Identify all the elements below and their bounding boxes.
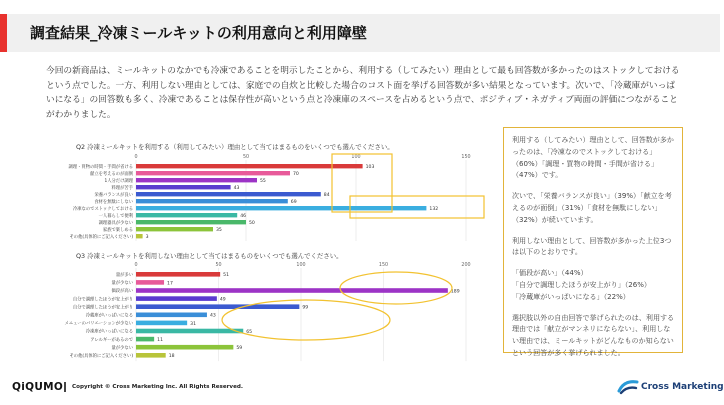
category-label: 家族で楽しめる — [102, 227, 133, 233]
summary-paragraph-3: 利用しない理由として、回答数が多かった上位3つは以下のとおりです。 — [512, 235, 672, 257]
tick-label: 150 — [461, 155, 471, 160]
bar — [136, 280, 164, 285]
category-label: 価段が高い — [111, 289, 133, 295]
category-label: 料理が苦手 — [111, 185, 133, 191]
tick-label: 100 — [351, 155, 361, 160]
category-label: 栄養バランスが良い — [94, 192, 133, 198]
bar-charts — [36, 140, 492, 360]
summary-paragraph-2: 次いで、「栄養バランスが良い」（39%）「献立を考えるのが面倒」（31%）「食材を無駄にしない」（32%）が続いています。 — [512, 191, 672, 224]
summary-box — [503, 127, 683, 357]
highlight-box — [332, 154, 392, 212]
summary-paragraph-5: 選択肢以外の自由回答で挙げられたのは、利用する理由では「献立がマンネリにならない」、利用しない理由では、ミールキットがどんなものか知らないという回答が多く挙げられました。 — [512, 312, 675, 357]
page-title: 調査結果_冷凍ミールキットの利用意向と利用障壁 — [30, 24, 367, 42]
copyright-text: Copyright © Cross Marketing Inc. All Rights Reserved. — [72, 384, 244, 390]
data-label: 35 — [216, 228, 222, 233]
category-label: 献立を考えるのが面倒 — [90, 171, 133, 177]
title-band — [0, 14, 720, 52]
data-label: 84 — [323, 193, 330, 198]
category-label: 一人暮らしで便利 — [98, 213, 133, 219]
data-label: 11 — [157, 338, 164, 343]
data-label: 49 — [219, 297, 226, 303]
summary-paragraph-4: 「価段が高い」（44%） 「自分で調理したほうが安上がり」（26%） 「冷蔵庫がいっぱいになる」（22%） — [512, 268, 651, 301]
data-label: 70 — [293, 172, 299, 177]
bar — [136, 178, 257, 182]
category-label: アレルギーがあるので — [90, 337, 133, 343]
bar — [136, 220, 246, 224]
tick-label: 50 — [215, 263, 222, 268]
bar — [136, 234, 143, 238]
category-label: 冷凍庫がいっぱいになる — [85, 329, 133, 335]
tick-label: 0 — [134, 263, 138, 268]
data-label: 189 — [450, 289, 460, 295]
data-label: 46 — [240, 214, 247, 219]
data-label: 59 — [236, 346, 243, 352]
category-label: 冷蔵庫がいっぱいになる — [85, 313, 133, 319]
data-label: 65 — [246, 329, 253, 335]
category-label: メニューのバリエーションが少ない — [64, 321, 133, 327]
tick-label: 150 — [378, 263, 389, 268]
bar — [136, 337, 154, 342]
data-label: 43 — [233, 186, 240, 191]
category-label: 調理・買物の時間・手間が省ける — [68, 164, 133, 170]
bar — [136, 345, 233, 350]
data-label: 31 — [190, 321, 197, 327]
data-label: 50 — [249, 221, 255, 226]
data-label: 69 — [290, 200, 297, 205]
bar — [136, 227, 213, 231]
data-label: 132 — [429, 207, 439, 212]
data-label: 55 — [260, 179, 266, 184]
data-label: 17 — [167, 281, 173, 287]
brand-name: Cross Marketing — [641, 382, 724, 392]
data-label: 99 — [302, 305, 309, 311]
bar — [136, 171, 290, 175]
chart-area — [36, 140, 492, 360]
bar — [136, 321, 187, 326]
chart-title-1: Q2 冷凍ミールキットを利用する（利用してみたい）理由として当てはまるものをいくつでも選んでください。 — [76, 143, 394, 151]
category-label: 量が少ない — [111, 281, 133, 287]
qiqumo-logo: QiQUMO — [12, 381, 64, 393]
data-label: 103 — [365, 165, 375, 170]
bar — [136, 304, 299, 309]
tick-label: 100 — [296, 263, 306, 268]
category-label: 冷凍なのでストックしておける — [72, 206, 133, 212]
bar — [136, 192, 321, 196]
title-accent-bar — [0, 14, 7, 52]
bar — [136, 206, 426, 210]
category-label: その他(具体的にご記入ください) — [69, 354, 133, 359]
bar — [136, 213, 237, 217]
data-label: 3 — [145, 235, 149, 240]
category-label: 自分で調理したほうが安上がり — [72, 305, 133, 311]
summary-paragraph-1: 利用する（してみたい）理由として、回答数が多かったのは、「冷凍なのでストックしておける」（60%）「調理・買物の時間・手間が省ける」（47%）です。 — [512, 135, 674, 180]
footer-divider — [64, 382, 66, 392]
bar — [136, 296, 217, 301]
tick-label: 200 — [461, 263, 471, 268]
bar — [136, 329, 243, 334]
category-label: 調理器具が少ない — [98, 220, 133, 226]
chart-title-2: Q3 冷凍ミールキットを利用しない理由として当てはまるものをいくつでも選んでください。 — [76, 252, 343, 260]
category-label: 1人分だけ調理 — [104, 178, 133, 184]
category-label: 食材を無駄にしない — [94, 199, 133, 205]
bar — [136, 199, 288, 203]
bar — [136, 164, 363, 168]
category-label: 量が少ない — [111, 345, 133, 351]
category-label: 量が多い — [115, 273, 133, 278]
bar — [136, 272, 220, 277]
data-label: 18 — [168, 354, 175, 360]
cross-marketing-logo-icon — [618, 379, 638, 394]
intro-paragraph: 今回の新商品は、ミールキットのなかでも冷凍であることを明示したことから、利用する（してみたい）理由として最も回答数が多かったのはストックしておけるという点でした。一方、利用しない理由としては、家庭での自炊と比較した場合のコスト面を挙げる回答数が多い結果となっています。次いで、「冷蔵庫がいっぱいになる」の回答数も多く、冷凍であることは保存性が高いという点と冷凍庫のスペースを占めるという点で、ポジティブ・ネガティブ両面の評価につながることがわかりました。 — [46, 66, 680, 120]
bar — [136, 185, 231, 189]
cross-marketing-brand — [618, 378, 724, 396]
bar — [136, 313, 207, 318]
bar — [136, 288, 448, 293]
category-label: 自分で調理したほうが安上がり — [72, 297, 133, 303]
data-label: 51 — [223, 273, 230, 279]
bar — [136, 353, 166, 358]
highlight-ellipse — [340, 272, 452, 304]
data-label: 43 — [209, 313, 216, 319]
category-label: その他(具体的にご記入ください) — [69, 234, 133, 240]
tick-label: 0 — [134, 155, 138, 160]
tick-label: 50 — [242, 155, 250, 160]
